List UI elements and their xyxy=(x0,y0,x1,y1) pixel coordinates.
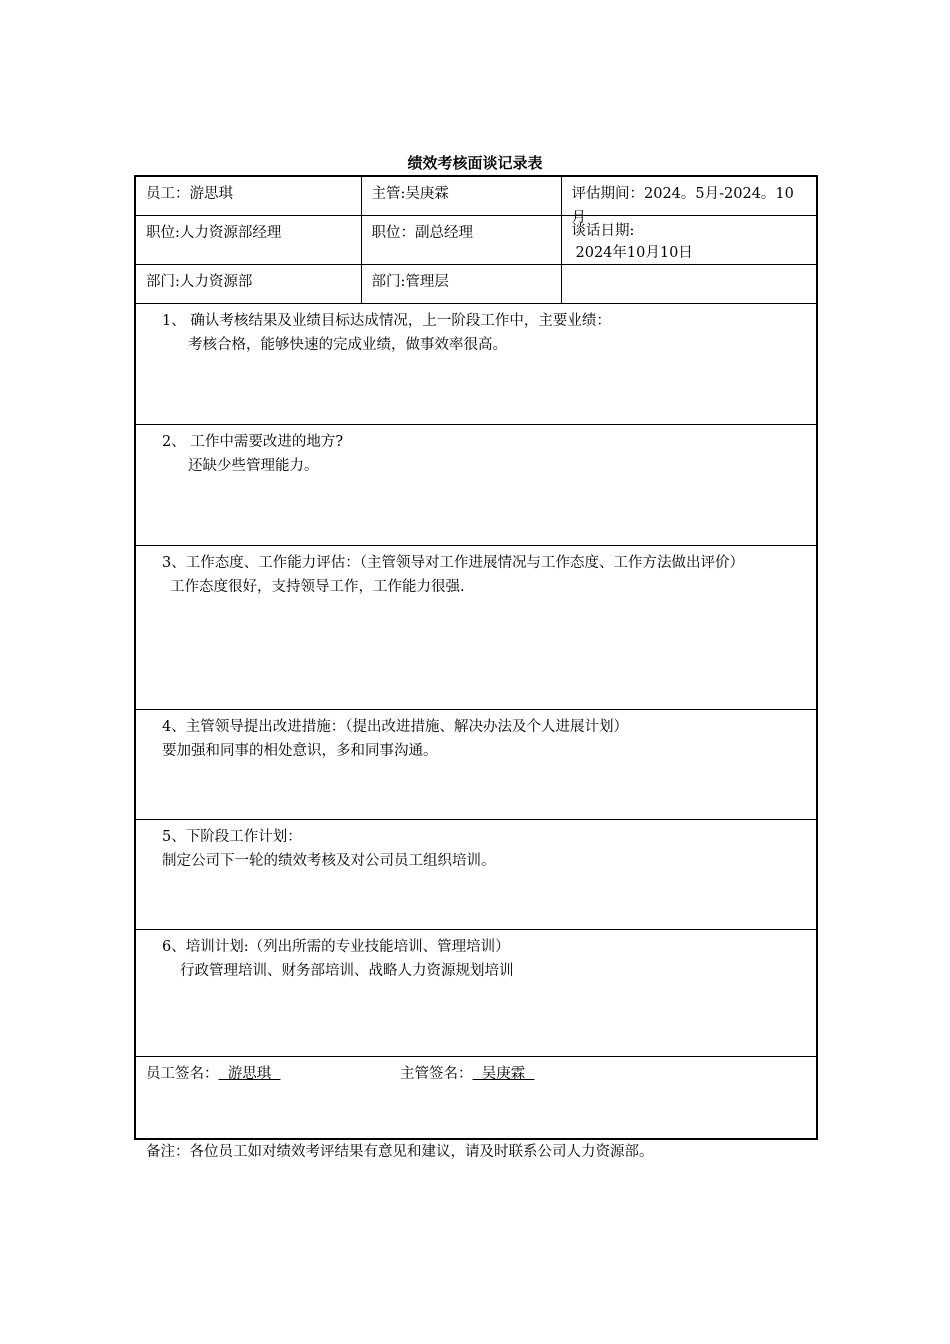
supervisor-signature xyxy=(400,1062,534,1086)
period-cell xyxy=(561,176,817,226)
section-4 xyxy=(135,710,817,820)
evaluation-period: 评估期间：2024。5月-2024。10月 xyxy=(571,186,794,226)
footnote: 备注：各位员工如对绩效考评结果有意见和建议，请及时联系公司人力资源部。 xyxy=(146,1144,654,1160)
page-title: 绩效考核面谈记录表 xyxy=(407,154,543,172)
section-5-body: 制定公司下一轮的绩效考核及对公司员工组织培训。 xyxy=(162,853,496,869)
section-row-4 xyxy=(135,710,817,820)
section-2 xyxy=(135,425,817,546)
talk-date-value: 2024年10月10日 xyxy=(575,245,693,261)
supervisor-cell xyxy=(361,176,561,216)
section-5-heading: 5、下阶段工作计划： xyxy=(162,829,302,845)
section-4-heading: 4、主管领导提出改进措施：（提出改进措施、解决办法及个人进展计划） xyxy=(162,719,628,735)
supervisor-signature-name: 吴庚霖 xyxy=(472,1066,535,1082)
section-1-heading: 1、 确认考核结果及业绩目标达成情况，上一阶段工作中，主要业绩： xyxy=(162,313,611,329)
header-row-2 xyxy=(135,216,817,265)
employee-signature-label: 员工签名： xyxy=(146,1066,219,1082)
supervisor-department-cell xyxy=(361,265,561,304)
section-6-body: 行政管理培训、财务部培训、战略人力资源规划培训 xyxy=(180,963,514,979)
employee-position: 职位:人力资源部经理 xyxy=(146,225,282,241)
talk-date-label: 谈话日期: xyxy=(571,223,635,239)
employee-signature-name: 游思琪 xyxy=(218,1066,281,1082)
section-2-heading: 2、 工作中需要改进的地方? xyxy=(162,434,344,450)
section-3 xyxy=(135,546,817,710)
section-1-body: 考核合格，能够快速的完成业绩，做事效率很高。 xyxy=(188,337,507,353)
section-5 xyxy=(135,820,817,930)
department-cell xyxy=(135,265,361,304)
employee-cell xyxy=(135,176,361,216)
talk-date-cell xyxy=(561,216,817,265)
section-row-2 xyxy=(135,425,817,546)
position-cell xyxy=(135,216,361,265)
supervisor-position: 职位：副总经理 xyxy=(371,225,473,241)
appraisal-form-table xyxy=(134,175,818,1140)
section-row-1 xyxy=(135,304,817,425)
employee-department: 部门:人力资源部 xyxy=(146,274,253,290)
section-6-heading: 6、培训计划:（列出所需的专业技能培训、管理培训） xyxy=(162,939,510,955)
header-row-1 xyxy=(135,176,817,216)
employee-signature xyxy=(146,1062,400,1086)
section-3-body: 工作态度很好，支持领导工作，工作能力很强. xyxy=(170,579,465,595)
supervisor-signature-label: 主管签名： xyxy=(400,1066,473,1082)
supervisor-department: 部门:管理层 xyxy=(371,274,449,290)
signature-cell xyxy=(135,1057,817,1139)
section-2-body: 还缺少些管理能力。 xyxy=(188,458,319,474)
section-3-heading: 3、工作态度、工作能力评估：（主管领导对工作进展情况与工作态度、工作方法做出评价） xyxy=(162,555,744,571)
section-row-3 xyxy=(135,546,817,710)
section-6 xyxy=(135,930,817,1057)
signature-row xyxy=(135,1057,817,1139)
section-4-body: 要加强和同事的相处意识，多和同事沟通。 xyxy=(162,743,438,759)
section-1 xyxy=(135,304,817,425)
section-row-6 xyxy=(135,930,817,1057)
empty-cell xyxy=(561,265,817,304)
supervisor-position-cell xyxy=(361,216,561,265)
employee-name: 员工：游思琪 xyxy=(146,186,233,202)
section-row-5 xyxy=(135,820,817,930)
supervisor-name: 主管:吴庚霖 xyxy=(371,186,449,202)
header-row-3 xyxy=(135,265,817,304)
